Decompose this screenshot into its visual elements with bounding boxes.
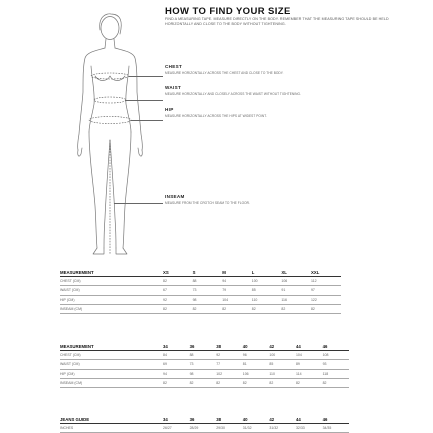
table-header-cell: 42	[269, 415, 296, 424]
table-header-cell: 36	[190, 415, 217, 424]
table-cell: 93	[323, 360, 350, 369]
waist-guide-line	[125, 100, 163, 101]
waist-title: WAIST	[165, 85, 182, 90]
table-cell: 116	[281, 295, 311, 304]
table-cell: 104	[296, 351, 323, 360]
table-header-cell: XXL	[311, 268, 341, 277]
waist-label	[165, 85, 301, 96]
table-header-cell: S	[193, 268, 223, 277]
table-cell: 122	[311, 295, 341, 304]
body-figure-illustration	[55, 8, 165, 260]
table-cell: 67	[163, 286, 193, 295]
table-cell: HIP (CM)	[60, 295, 163, 304]
table-cell: 34/35	[323, 424, 350, 433]
table-cell: 118	[323, 369, 350, 378]
table-header-cell: 38	[216, 342, 243, 351]
hip-label	[165, 107, 267, 118]
table-row	[60, 277, 341, 286]
table-cell: WAIST (CM)	[60, 360, 163, 369]
table-cell: 82	[193, 304, 223, 313]
table-header-cell: 36	[190, 342, 217, 351]
table-cell: 82	[311, 304, 341, 313]
table-header-cell: 34	[163, 415, 190, 424]
table-cell: 88	[193, 277, 223, 286]
table-cell: 108	[323, 351, 350, 360]
table-header-row	[60, 268, 341, 277]
table-cell: 81	[243, 360, 270, 369]
table-cell: 26/27	[163, 424, 190, 433]
size-table-numeric	[60, 342, 349, 388]
table-cell: 94	[222, 277, 252, 286]
table-cell: 85	[269, 360, 296, 369]
table-cell: 89	[296, 360, 323, 369]
table-row	[60, 369, 349, 378]
table-row	[60, 424, 349, 433]
hip-title: HIP	[165, 107, 174, 112]
inseam-description: MEASURE FROM THE CROTCH SEAM TO THE FLOOR.	[165, 201, 250, 205]
table-cell: 82	[323, 378, 350, 387]
table-cell: 98	[190, 369, 217, 378]
table-cell: INCHES	[60, 424, 163, 433]
table-cell: 91	[281, 286, 311, 295]
table-row	[60, 286, 341, 295]
table-cell: 82	[163, 277, 193, 286]
table-cell: 82	[163, 378, 190, 387]
table-cell: HIP (CM)	[60, 369, 163, 378]
table-cell: 112	[311, 277, 341, 286]
table-cell: 100	[252, 277, 282, 286]
table-row	[60, 378, 349, 387]
table-header-cell: M	[222, 268, 252, 277]
hip-guide-line	[131, 120, 163, 121]
table-cell: 92	[163, 295, 193, 304]
table-cell: 82	[222, 304, 252, 313]
table-header-cell: 44	[296, 342, 323, 351]
table-cell: 114	[296, 369, 323, 378]
table-cell: 96	[243, 351, 270, 360]
table-header-cell: 40	[243, 415, 270, 424]
table-cell: 82	[252, 304, 282, 313]
table-cell: 84	[163, 351, 190, 360]
page-title: HOW TO FIND YOUR SIZE	[165, 6, 291, 17]
table-header-cell: 40	[243, 342, 270, 351]
table-header-row	[60, 342, 349, 351]
table-row	[60, 360, 349, 369]
inseam-label	[165, 194, 250, 205]
table-cell: 82	[216, 378, 243, 387]
table-cell: 110	[252, 295, 282, 304]
inseam-guide-line	[114, 203, 163, 204]
chest-title: CHEST	[165, 64, 183, 69]
body-outline-drawing	[55, 8, 165, 260]
waist-description: MEASURE HORIZONTALLY AND CLOSELY ACROSS THE WAIST WITHOUT TIGHTENING.	[165, 92, 301, 96]
table-header-cell: 38	[216, 415, 243, 424]
table-cell: 31/32	[243, 424, 270, 433]
table-header-cell: MEASUREMENT	[60, 268, 163, 277]
table-row	[60, 304, 341, 313]
table-cell: 82	[163, 304, 193, 313]
table-cell: 69	[163, 360, 190, 369]
table-header-cell: 42	[269, 342, 296, 351]
intro-text: FIND A MEASURING TAPE. MEASURE DIRECTLY ON THE BODY. REMEMBER THAT THE MEASURING TAPE SHOULD BE HELD HORIZONTALLY AND CLOSE TO THE BODY WITHOUT TIGHTENING.	[165, 17, 389, 26]
table-cell: 79	[222, 286, 252, 295]
table-header-row	[60, 415, 349, 424]
jeans-guide-table	[60, 415, 349, 433]
table-cell: 102	[216, 369, 243, 378]
table-cell: 94	[163, 369, 190, 378]
table-header-cell: XL	[281, 268, 311, 277]
chest-guide-line	[129, 76, 163, 77]
table-cell: 82	[269, 378, 296, 387]
table-row	[60, 351, 349, 360]
table-cell: 104	[222, 295, 252, 304]
table-cell: 98	[193, 295, 223, 304]
table-cell: 29/30	[216, 424, 243, 433]
table-header-cell: XS	[163, 268, 193, 277]
table-cell: WAIST (CM)	[60, 286, 163, 295]
table-row	[60, 295, 341, 304]
table-cell: 28/29	[190, 424, 217, 433]
table-cell: 82	[281, 304, 311, 313]
chest-label	[165, 64, 283, 75]
table-header-cell: 44	[296, 415, 323, 424]
table-cell: 82	[296, 378, 323, 387]
size-table-letter	[60, 268, 341, 314]
inseam-title: INSEAM	[165, 194, 185, 199]
table-header-cell: JEANS GUIDE	[60, 415, 163, 424]
table-cell: 85	[252, 286, 282, 295]
table-cell: 97	[311, 286, 341, 295]
table-header-cell: L	[252, 268, 282, 277]
table-cell: 106	[281, 277, 311, 286]
table-cell: 31/32	[269, 424, 296, 433]
table-cell: 106	[243, 369, 270, 378]
table-cell: 32/33	[296, 424, 323, 433]
table-cell: CHEST (CM)	[60, 351, 163, 360]
table-cell: INSEAM (CM)	[60, 304, 163, 313]
table-cell: 77	[216, 360, 243, 369]
table-cell: 100	[269, 351, 296, 360]
table-header-cell: MEASUREMENT	[60, 342, 163, 351]
table-cell: 88	[190, 351, 217, 360]
table-header-cell: 46	[323, 342, 350, 351]
chest-description: MEASURE HORIZONTALLY ACROSS THE CHEST AND CLOSE TO THE BODY.	[165, 71, 284, 75]
table-cell: CHEST (CM)	[60, 277, 163, 286]
table-cell: 82	[190, 378, 217, 387]
table-cell: 110	[269, 369, 296, 378]
table-cell: 73	[190, 360, 217, 369]
table-cell: 73	[193, 286, 223, 295]
table-cell: 82	[243, 378, 270, 387]
hip-description: MEASURE HORIZONTALLY ACROSS THE HIPS AT WIDEST POINT.	[165, 114, 267, 118]
table-header-cell: 34	[163, 342, 190, 351]
table-header-cell: 46	[323, 415, 350, 424]
table-cell: 92	[216, 351, 243, 360]
table-cell: INSEAM (CM)	[60, 378, 163, 387]
